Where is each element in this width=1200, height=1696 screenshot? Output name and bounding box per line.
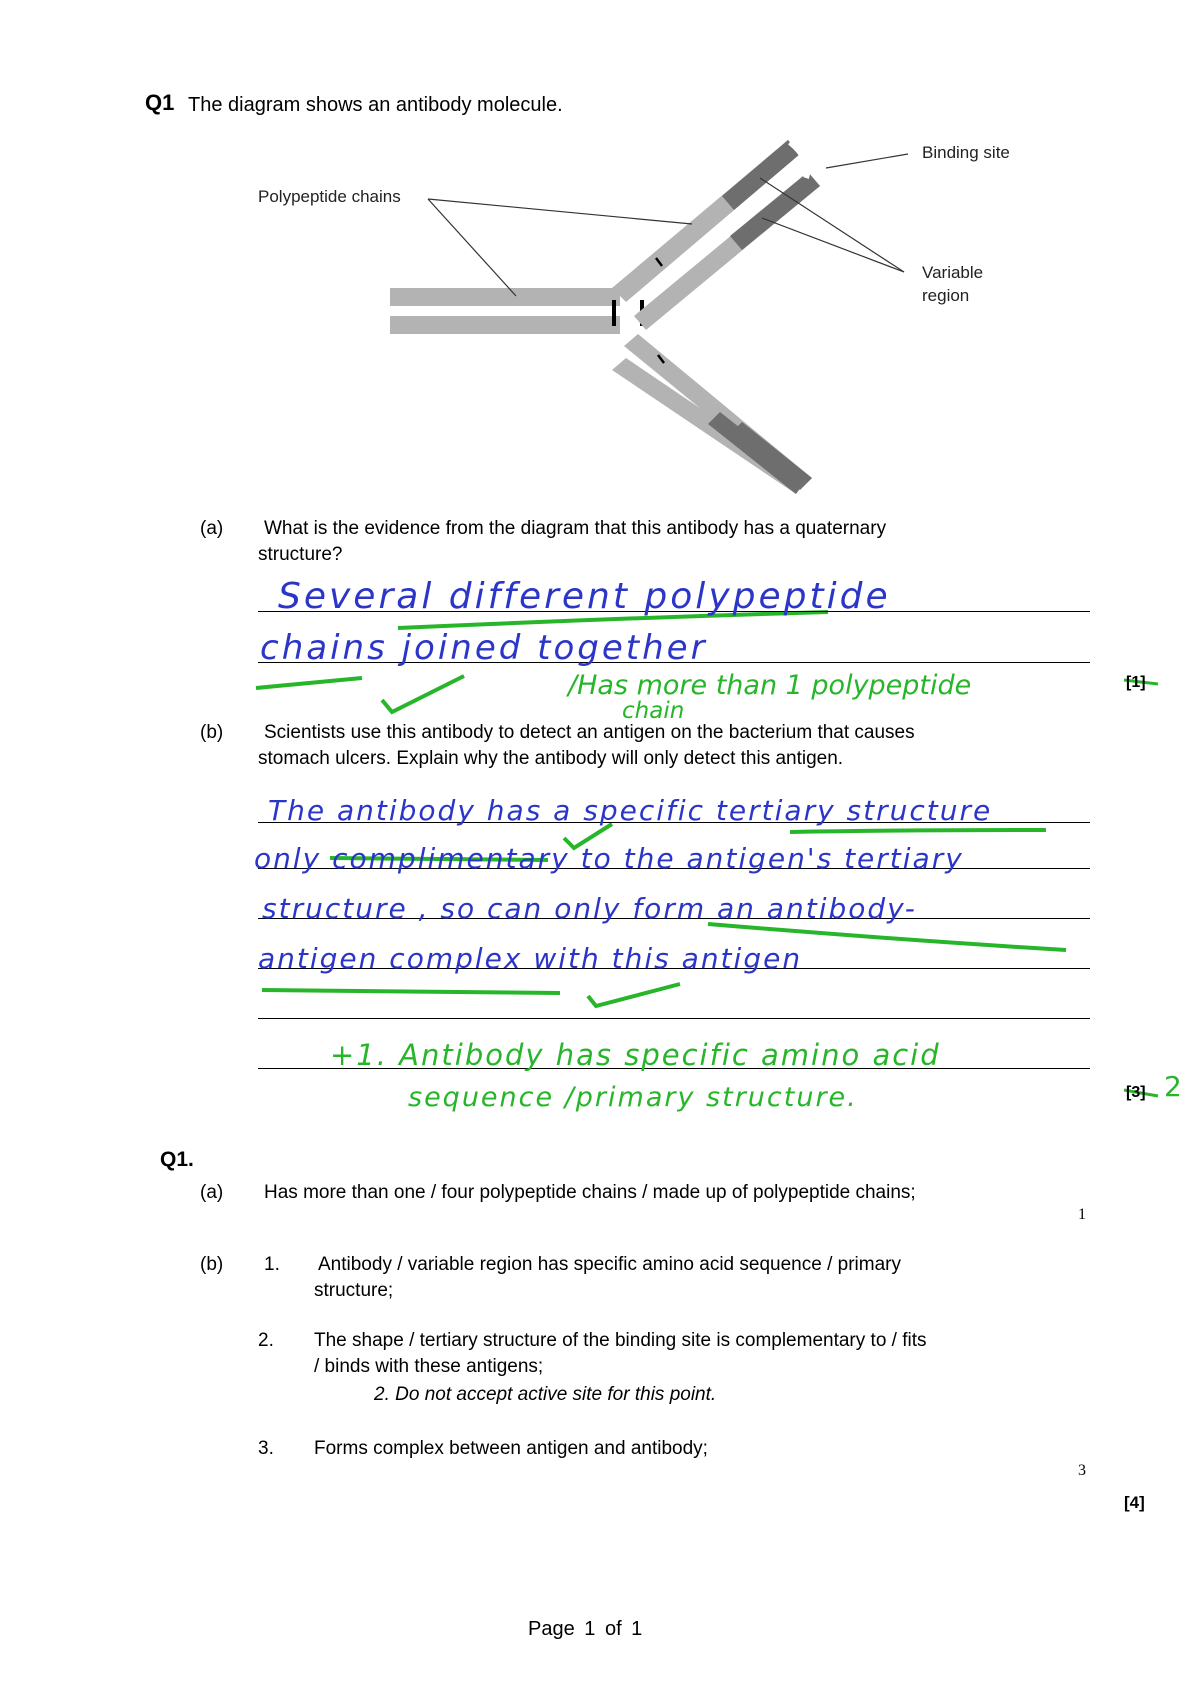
ms-a-text: Has more than one / four polypeptide chains / made up of polypeptide chains; (264, 1182, 916, 1203)
ms-a-mark: 1 (1078, 1206, 1086, 1223)
ms-b-mark: 3 (1078, 1462, 1086, 1479)
tick-green-a (382, 676, 464, 712)
answer-a-line1: Several different polypeptide (278, 576, 891, 617)
underline-green-b1 (790, 830, 1046, 832)
part-b-letter: (b) (200, 722, 224, 743)
part-a-letter: (a) (200, 518, 224, 539)
teacher-note-a-line2: chain (622, 698, 685, 724)
markscheme-number: Q1. (160, 1148, 194, 1171)
label-variable: Variable (922, 263, 984, 282)
ms-b-letter: (b) (200, 1254, 224, 1275)
teacher-note-b-line1: +1. Antibody has specific amino acid (330, 1038, 941, 1072)
ms-b2-note: 2. Do not accept active site for this point. (374, 1384, 717, 1405)
ms-a-letter: (a) (200, 1182, 224, 1203)
ms-b2-line2: / binds with these antigens; (314, 1356, 544, 1377)
ms-b3-num: 3. (258, 1438, 274, 1459)
marks-a: [1] (1126, 674, 1146, 691)
answer-a-line2: chains joined together (260, 628, 708, 668)
disulfide-bridge-1 (612, 300, 616, 326)
question-intro: The diagram shows an antibody molecule. (188, 94, 563, 116)
answer-b-line1: The antibody has a specific tertiary structure (268, 794, 993, 827)
ms-b3-text: Forms complex between antigen and antibody; (314, 1438, 708, 1459)
label-polypeptide-chains: Polypeptide chains (258, 187, 401, 206)
teacher-note-a-line1: /Has more than 1 polypeptide (568, 670, 972, 701)
score-b: 2 (1164, 1070, 1182, 1103)
total-marks: [4] (1124, 1493, 1145, 1512)
answer-b-line4: antigen complex with this antigen (258, 942, 803, 975)
part-b-question-line2: stomach ulcers. Explain why the antibody will only detect this antigen. (258, 748, 844, 769)
ms-b1-line2: structure; (314, 1280, 394, 1301)
marks-b: [3] (1126, 1084, 1146, 1101)
answer-b-line3: structure , so can only form an antibody- (262, 892, 917, 925)
ms-b2-num: 2. (258, 1330, 274, 1351)
stem-chain-upper (390, 288, 620, 306)
ms-b2-line1: The shape / tertiary structure of the binding site is complementary to / fits (314, 1330, 927, 1351)
label-binding-site: Binding site (922, 143, 1010, 162)
teacher-note-b-line2: sequence /primary structure. (408, 1082, 858, 1113)
answer-line (258, 1018, 1090, 1019)
tick-green-b4 (588, 984, 680, 1006)
part-b-question-line1: Scientists use this antibody to detect an antigen on the bacterium that causes (264, 722, 915, 743)
label-region: region (922, 286, 970, 305)
page-footer: Page 1 of 1 (528, 1618, 643, 1640)
question-number: Q1 (145, 90, 175, 115)
answer-b-line2: only complimentary to the antigen's tertiary (254, 842, 964, 875)
ms-b1-line1: Antibody / variable region has specific amino acid sequence / primary (318, 1254, 901, 1275)
dash-green-a (256, 678, 362, 688)
ms-b1-num: 1. (264, 1254, 280, 1275)
part-a-question-line2: structure? (258, 544, 343, 565)
part-a-question-line1: What is the evidence from the diagram that this antibody has a quaternary (264, 518, 887, 539)
stem-chain-lower (390, 316, 620, 334)
lower-arm-inner-variable (708, 412, 806, 494)
underline-green-b4 (262, 990, 560, 993)
